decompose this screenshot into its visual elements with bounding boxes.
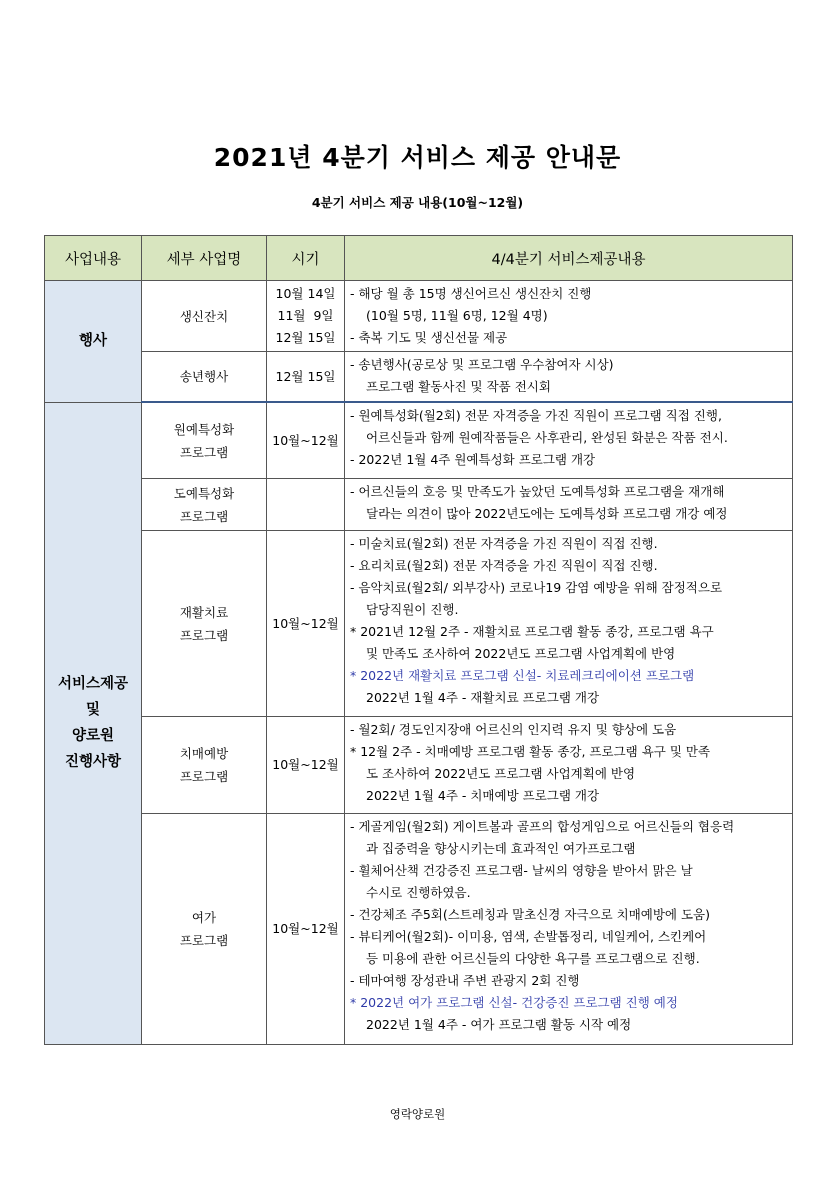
- category-label: 행사: [78, 333, 107, 350]
- program-name: 프로그램: [179, 508, 229, 524]
- content-line: 및 만족도 조사하여 2022년도 프로그램 사업계획에 반영: [366, 646, 676, 661]
- table-row: [45, 281, 793, 352]
- document-subtitle: 4분기 서비스 제공 내용(10월~12월): [311, 195, 524, 210]
- content-line: - 원예특성화(월2회) 전문 자격증을 가진 직원이 프로그램 직접 진행,: [350, 408, 722, 423]
- program-name-cell: [142, 531, 267, 717]
- period-cell: [267, 531, 345, 717]
- table-row: [45, 479, 793, 531]
- content-line: 과 집중력을 향상시키는데 효과적인 여가프로그램: [366, 841, 636, 856]
- program-name: 치매예방: [179, 746, 229, 761]
- program-name: 여가: [191, 910, 217, 925]
- period-text: 10월 14일: [275, 286, 336, 301]
- program-name-cell: [142, 281, 267, 352]
- content-cell: [345, 814, 793, 1045]
- category-cell-events: [45, 281, 142, 403]
- content-line-highlight: * 2022년 재활치료 프로그램 신설- 치료레크리에이션 프로그램: [350, 668, 695, 683]
- program-name: 프로그램: [179, 769, 229, 784]
- header-content: 4/4분기 서비스제공내용: [345, 236, 793, 281]
- table-header-row: [45, 236, 793, 281]
- program-name: 송년행사: [179, 369, 229, 384]
- header-period: 시기: [267, 236, 345, 281]
- content-line: - 미술치료(월2회) 전문 자격증을 가진 직원이 직접 진행.: [350, 536, 658, 551]
- content-line: - 해당 월 총 15명 생신어르신 생신잔치 진행: [350, 286, 592, 301]
- content-line-highlight: * 2022년 여가 프로그램 신설- 건강증진 프로그램 진행 예정: [350, 995, 678, 1010]
- period-text: 10월~12월: [272, 615, 339, 631]
- program-name-cell: [142, 717, 267, 814]
- content-line: - 음악치료(월2회/ 외부강사) 코로나19 감염 예방을 위해 잠정적으로: [350, 580, 723, 595]
- content-line: 달라는 의견이 많아 2022년도에는 도예특성화 프로그램 개강 예정: [366, 506, 728, 521]
- content-line: - 축복 기도 및 생신선물 제공: [350, 330, 508, 345]
- content-line: - 테마여행 장성관내 주변 관광지 2회 진행: [350, 973, 580, 988]
- content-line: 2022년 1월 4주 - 재활치료 프로그램 개강: [366, 690, 600, 705]
- category-label: 진행사항: [64, 754, 122, 771]
- program-name: 프로그램: [179, 444, 229, 460]
- table-row: [45, 402, 793, 479]
- content-line: - 게골게임(월2회) 게이트볼과 골프의 합성게임으로 어르신들의 협응력: [350, 819, 735, 834]
- category-cell-services: [45, 402, 142, 1045]
- document-title: 2021년 4분기 서비스 제공 안내문: [213, 143, 622, 172]
- period-cell: [267, 814, 345, 1045]
- program-name: 생신잔치: [179, 308, 229, 324]
- program-name: 재활치료: [179, 604, 229, 620]
- period-text: 10월~12월: [272, 757, 339, 772]
- period-cell: [267, 717, 345, 814]
- category-label: 서비스제공: [57, 676, 129, 693]
- service-table: [44, 235, 793, 1045]
- content-line: - 2022년 1월 4주 원예특성화 프로그램 개강: [350, 452, 596, 467]
- content-cell: [345, 352, 793, 403]
- program-name: 도예특성화: [173, 485, 235, 501]
- content-line: - 월2회/ 경도인지장애 어르신의 인지력 유지 및 향상에 도움: [350, 722, 677, 737]
- program-name-cell: [142, 479, 267, 531]
- content-line: 2022년 1월 4주 - 여가 프로그램 활동 시작 예정: [366, 1017, 632, 1032]
- program-name-cell: [142, 352, 267, 403]
- program-name: 프로그램: [179, 933, 229, 948]
- table-row: [45, 531, 793, 717]
- program-name: 원예특성화: [173, 421, 235, 437]
- program-name-cell: [142, 814, 267, 1045]
- content-line: 2022년 1월 4주 - 치매예방 프로그램 개강: [366, 788, 600, 803]
- period-cell-empty: [267, 479, 345, 531]
- period-cell: [267, 402, 345, 479]
- header-category: 사업내용: [45, 236, 142, 281]
- content-cell: [345, 281, 793, 352]
- content-cell: [345, 479, 793, 531]
- content-line: 수시로 진행하였음.: [366, 885, 471, 900]
- period-cell: [267, 352, 345, 403]
- period-cell: [267, 281, 345, 352]
- content-cell: [345, 717, 793, 814]
- content-line: * 12월 2주 - 치매예방 프로그램 활동 종강, 프로그램 욕구 및 만족: [350, 744, 711, 759]
- table-row: [45, 352, 793, 403]
- program-name: 프로그램: [179, 627, 229, 643]
- table-row: [45, 717, 793, 814]
- period-text: 10월~12월: [272, 921, 339, 936]
- period-text: 12월 15일: [275, 368, 336, 384]
- period-text: 10월~12월: [272, 432, 339, 448]
- period-text: 12월 15일: [275, 330, 336, 345]
- content-line: - 뷰티케어(월2회)- 이미용, 염색, 손발톱정리, 네일케어, 스킨케어: [350, 929, 707, 944]
- period-text: 11월 9일: [277, 308, 334, 323]
- content-line: 담당직원이 진행.: [366, 602, 459, 617]
- content-line: 어르신들과 함께 원예작품들은 사후관리, 완성된 화분은 작품 전시.: [366, 430, 728, 445]
- content-line: - 휠체어산책 건강증진 프로그램- 날씨의 영향을 받아서 맑은 날: [350, 863, 693, 878]
- content-cell: [345, 402, 793, 479]
- category-label: 및: [85, 702, 100, 719]
- content-line: (10월 5명, 11월 6명, 12월 4명): [366, 308, 548, 323]
- content-line: 등 미용에 관한 어르신들의 다양한 욕구를 프로그램으로 진행.: [366, 951, 700, 966]
- content-line: - 요리치료(월2회) 전문 자격증을 가진 직원이 직접 진행.: [350, 558, 658, 573]
- content-line: * 2021년 12월 2주 - 재활치료 프로그램 활동 종강, 프로그램 욕구: [350, 624, 714, 639]
- content-line: 도 조사하여 2022년도 프로그램 사업계획에 반영: [366, 766, 636, 781]
- category-label: 양로원: [71, 728, 115, 745]
- organization-name: 영락양로원: [389, 1107, 446, 1121]
- header-program-name: 세부 사업명: [142, 236, 267, 281]
- content-line: - 어르신들의 호응 및 만족도가 높았던 도예특성화 프로그램을 재개해: [350, 484, 725, 499]
- table-row: [45, 814, 793, 1045]
- content-line: 프로그램 활동사진 및 작품 전시회: [366, 379, 551, 394]
- content-cell: [345, 531, 793, 717]
- content-line: - 송년행사(공로상 및 프로그램 우수참여자 시상): [350, 357, 614, 372]
- program-name-cell: [142, 402, 267, 479]
- content-line: - 건강체조 주5회(스트레칭과 말초신경 자극으로 치매예방에 도움): [350, 907, 711, 922]
